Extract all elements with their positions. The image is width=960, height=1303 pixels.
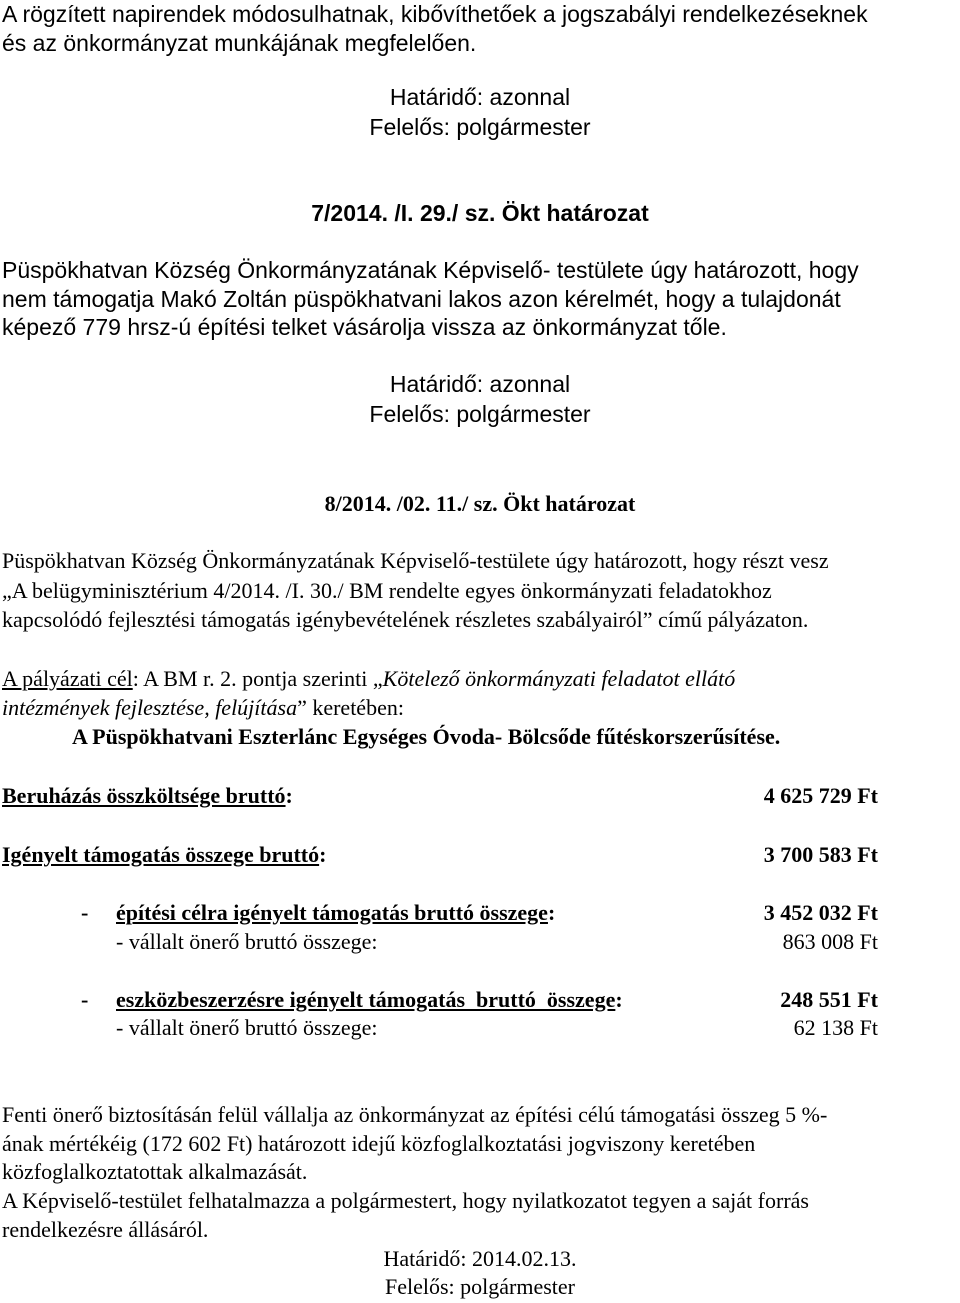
application-goal-label: A pályázati cél [2, 666, 133, 691]
cost-dash: - [81, 900, 89, 925]
cost-row [116, 898, 555, 927]
cost-amount: 3 452 032 Ft [763, 900, 878, 925]
cost-amount: 248 551 Ft [780, 987, 878, 1012]
project-title: A Püspökhatvani Eszterlánc Egységes Óvoda- Bölcsőde fűtéskorszerűsítése. [72, 724, 781, 749]
application-goal [2, 664, 735, 693]
cost-label: Beruházás összköltsége bruttó [2, 783, 286, 808]
closing-line-5: rendelkezésre állásáról. [2, 1217, 209, 1242]
cost-suffix: : [319, 842, 327, 867]
cost-suffix: : [615, 987, 623, 1012]
resolution-7-deadline: Határidő: azonnal [389, 371, 571, 397]
cost-row [2, 781, 293, 810]
cost-row [2, 840, 326, 869]
application-goal-line-2 [2, 693, 404, 722]
cost-amount: 863 008 Ft [782, 929, 878, 954]
cost-label: építési célra igényelt támogatás bruttó összege [116, 900, 548, 925]
intro-line-2: és az önkormányzat munkájának megfelelően. [2, 30, 477, 56]
closing-line-3: közfoglalkoztatottak alkalmazását. [2, 1159, 308, 1184]
resolution-7-responsible: Felelős: polgármester [369, 401, 591, 427]
cost-dash: - [81, 987, 89, 1012]
application-goal-italic-2: intézmények fejlesztése, felújítása [2, 695, 298, 720]
intro-deadline: Határidő: azonnal [389, 84, 571, 110]
intro-responsible: Felelős: polgármester [369, 114, 591, 140]
resolution-8-line-2: „A belügyminisztérium 4/2014. /I. 30./ BM rendelte egyes önkormányzati feladatokhoz [2, 578, 772, 603]
cost-label: - vállalt önerő bruttó összege: [116, 929, 378, 954]
resolution-7-line-3: képező 779 hrsz-ú építési telket vásárolja vissza az önkormányzat tőle. [2, 314, 727, 340]
resolution-8-line-1: Püspökhatvan Község Önkormányzatának Képviselő-testülete úgy határozott, hogy részt vesz [2, 548, 829, 573]
resolution-8-deadline: Határidő: 2014.02.13. [383, 1246, 577, 1271]
cost-amount: 4 625 729 Ft [763, 783, 878, 808]
cost-suffix: : [547, 900, 556, 925]
resolution-7-line-2: nem támogatja Makó Zoltán püspökhatvani lakos azon kérelmét, hogy a tulajdonát [2, 286, 841, 312]
resolution-7-title: 7/2014. /I. 29./ sz. Ökt határozat [311, 200, 649, 226]
cost-label: - vállalt önerő bruttó összege: [116, 1015, 378, 1040]
cost-label: eszközbeszerzésre igényelt támogatás bruttó összege [116, 987, 616, 1012]
resolution-8-responsible: Felelős: polgármester [384, 1274, 575, 1299]
closing-line-4: A Képviselő-testület felhatalmazza a polgármestert, hogy nyilatkozatot tegyen a saját forrás [2, 1188, 809, 1213]
closing-line-1: Fenti önerő biztosításán felül vállalja az önkormányzat az építési célú támogatási összeg 5 %- [2, 1102, 828, 1127]
cost-amount: 62 138 Ft [793, 1015, 878, 1040]
application-goal-text-2: ” keretében: [297, 695, 404, 720]
resolution-8-title: 8/2014. /02. 11./ sz. Ökt határozat [324, 491, 636, 516]
intro-line-1: A rögzített napirendek módosulhatnak, kibővíthetőek a jogszabályi rendelkezéseknek [2, 1, 868, 27]
cost-suffix: : [285, 783, 293, 808]
resolution-8-line-3: kapcsolódó fejlesztési támogatás igénybevételének részletes szabályairól” című pályázaton. [2, 607, 809, 632]
cost-label: Igényelt támogatás összege bruttó [2, 842, 320, 867]
cost-amount: 3 700 583 Ft [763, 842, 878, 867]
application-goal-italic-1: Kötelező önkormányzati feladatot ellátó [382, 666, 736, 691]
cost-row [116, 985, 623, 1014]
resolution-7-line-1: Püspökhatvan Község Önkormányzatának Képviselő- testülete úgy határozott, hogy [2, 257, 859, 283]
application-goal-text: : A BM r. 2. pontja szerinti „ [132, 666, 383, 691]
closing-line-2: ának mértékéig (172 602 Ft) határozott idejű közfoglalkoztatási jogviszony keretében [2, 1131, 756, 1156]
